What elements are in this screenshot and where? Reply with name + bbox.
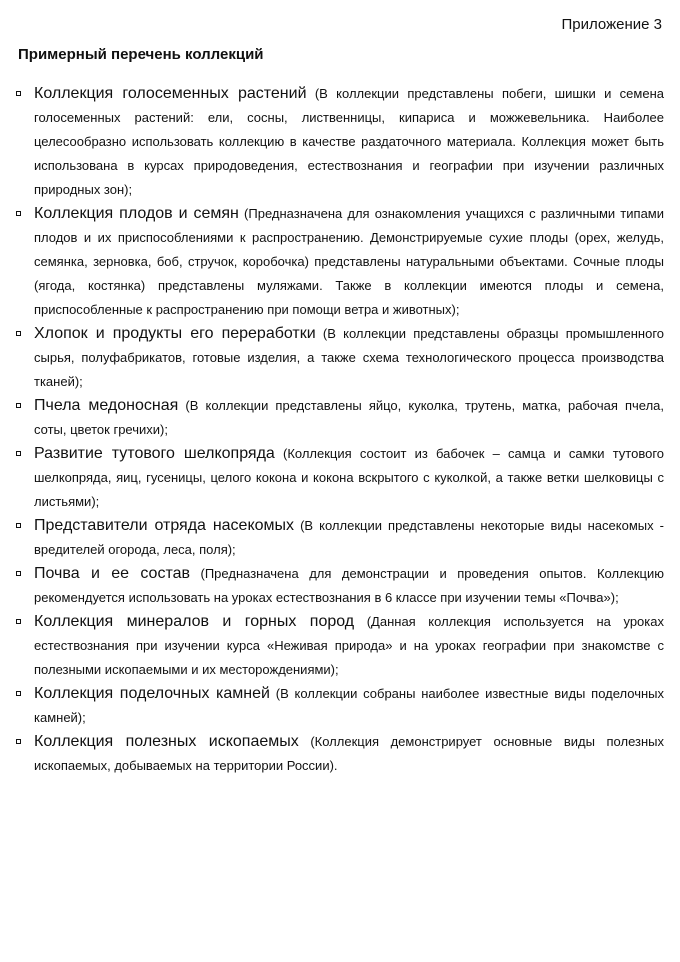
item-description: (Данная коллекция используется на уроках естествознания при изучении курса «Неживая природа» и на уроках географии при знакомстве с полезными ископаемыми и их месторождениями); [34,614,664,677]
square-bullet-icon [16,403,21,408]
item-name: Пчела медоносная [34,397,179,414]
item-description: (В коллекции собраны наиболее известные виды поделочных камней); [34,686,664,725]
square-bullet-icon [16,211,21,216]
square-bullet-icon [16,691,21,696]
square-bullet-icon [16,571,21,576]
item-name: Представители отряда насекомых [34,517,295,534]
item-name: Коллекция поделочных камней [34,685,270,702]
item-name: Коллекция полезных ископаемых [34,733,299,750]
list-item [14,562,664,610]
list-item [14,442,664,514]
square-bullet-icon [16,523,21,528]
item-name: Развитие тутового шелкопряда [34,445,275,462]
list-item [14,610,664,682]
square-bullet-icon [16,739,21,744]
list-item [14,682,664,730]
square-bullet-icon [16,331,21,336]
item-description: (В коллекции представлены яйцо, куколка, трутень, матка, рабочая пчела, соты, цветок гречихи); [34,398,665,437]
list-item [14,322,664,394]
item-description: (Коллекция демонстрирует основные виды полезных ископаемых, добываемых на территории России). [34,734,664,773]
item-description: (Коллекция состоит из бабочек – самца и самки тутового шелкопряда, яиц, гусеницы, целого кокона и кокона вскрытого с куколкой, а также ветки шелковицы с листьями); [34,446,665,509]
item-description: (Предназначена для ознакомления учащихся с различными типами плодов и их приспособлениями к распространению. Демонстрируемые сухие плоды (орех, желудь, семянка, зерновка, боб, стручок, коробочка) представлены натуральными объектами. Сочные плоды (ягода, костянка) представлены муляжами. Также в коллекции имеются плоды и семена, приспособленные к распространению при помощи ветра и животных); [34,206,664,317]
list-item [14,394,664,442]
page-title: Примерный перечень коллекций [18,46,264,63]
item-name: Коллекция минералов и горных пород [34,613,355,630]
appendix-label: Приложение 3 [561,16,662,33]
item-name: Коллекция голосеменных растений [34,85,307,102]
square-bullet-icon [16,91,21,96]
item-name: Почва и ее состав [34,565,190,582]
item-description: (В коллекции представлены некоторые виды насекомых - вредителей огорода, леса, поля); [34,518,664,557]
item-description: (Предназначена для демонстрации и проведения опытов. Коллекцию рекомендуется использовать на уроках естествознания в 6 классе при изучении темы «Почва»); [34,566,665,605]
item-description: (В коллекции представлены побеги, шишки и семена голосеменных растений: ели, сосны, лиственницы, кипариса и можжевельника. Наиболее целесообразно использовать коллекцию в качестве раздаточного материала. Коллекция может быть использована в курсах природоведения, естествознания и географии при изучении различных природных зон); [34,86,664,197]
list-item [14,82,664,202]
item-name: Коллекция плодов и семян [34,205,239,222]
list-item [14,730,664,778]
item-description: (В коллекции представлены образцы промышленного сырья, полуфабрикатов, готовые изделия, а также схема технологического процесса производства тканей); [34,326,665,389]
list-item [14,514,664,562]
square-bullet-icon [16,619,21,624]
collection-list [14,82,664,778]
square-bullet-icon [16,451,21,456]
list-item [14,202,664,322]
item-name: Хлопок и продукты его переработки [34,325,316,342]
